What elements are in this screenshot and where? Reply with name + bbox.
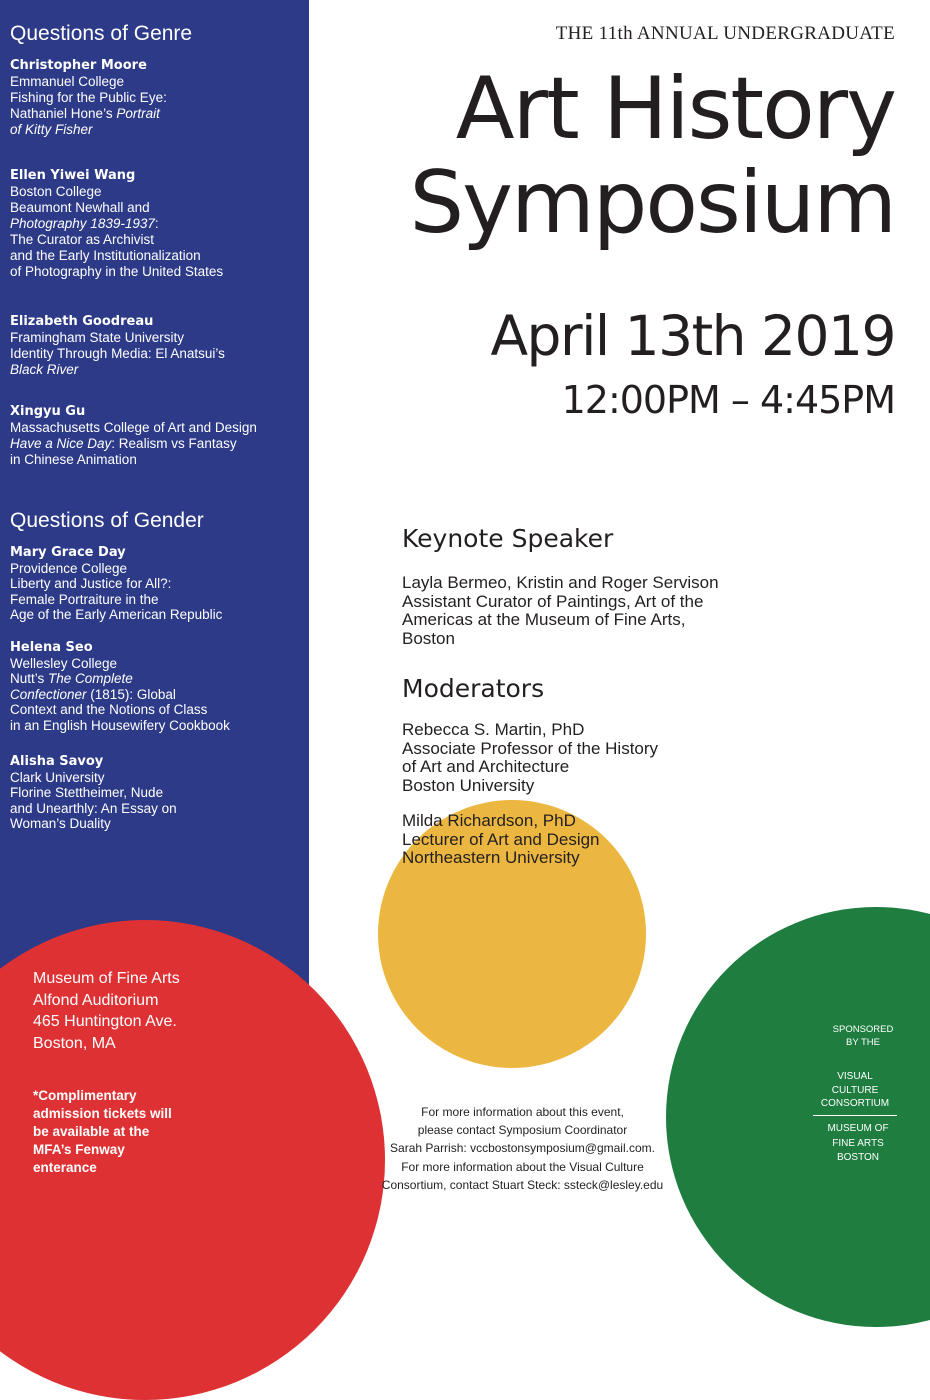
event-time: 12:00PM – 4:45PM [561, 378, 895, 422]
talk-title-italic: Have a Nice Day [10, 436, 112, 451]
ticket-note-line: be available at the [33, 1124, 150, 1139]
ticket-note-line: MFA’s Fenway [33, 1142, 125, 1157]
sponsor-vcc [807, 1070, 903, 1111]
moderator-line: Northeastern University [402, 848, 580, 867]
sponsor-label [815, 1024, 911, 1049]
contact-line: For more information about the Visual Culture [401, 1159, 644, 1174]
presenter-entry [10, 314, 305, 378]
contact-line: Consortium, contact Stuart Steck: ssteck@lesley.edu [381, 1177, 664, 1192]
sponsor-divider [813, 1115, 897, 1116]
event-date: April 13th 2019 [490, 304, 895, 368]
sponsor-org-line: CULTURE [831, 1084, 879, 1096]
presenter-entry [10, 545, 305, 623]
moderator-entry [402, 812, 600, 868]
presenter-name: Mary Grace Day [10, 545, 126, 560]
talk-title-italic: Portrait [116, 106, 160, 121]
presenter-school: Providence College [10, 560, 128, 576]
ticket-note-line: enterance [33, 1160, 97, 1175]
presenter-name: Alisha Savoy [10, 754, 104, 769]
contact-line: For more information about this event, [421, 1105, 624, 1119]
keynote-line: Layla Bermeo, Kristin and Roger Servison [402, 573, 719, 592]
event-pretitle: THE 11th ANNUAL UNDERGRADUATE [555, 23, 895, 44]
talk-title-line: and the Early Institutionalization [10, 248, 201, 263]
talk-title-line: Fishing for the Public Eye: [10, 90, 167, 105]
talk-title-line: Florine Stettheimer, Nude [10, 785, 164, 800]
talk-title-line: The Curator as Archivist [10, 232, 155, 247]
venue-address [33, 968, 180, 1054]
presenter-entry [10, 640, 305, 733]
sponsor-label-line: BY THE [846, 1036, 880, 1048]
keynote-line: Boston [402, 628, 455, 648]
ticket-note-line: admission tickets will [33, 1106, 172, 1121]
presenter-name: Helena Seo [10, 640, 93, 655]
keynote-details [402, 574, 719, 648]
venue-line: Boston, MA [33, 1034, 116, 1052]
talk-title-line [10, 216, 305, 232]
talk-title-part: Nutt’s [10, 671, 49, 686]
keynote-line: Americas at the Museum of Fine Arts, [402, 610, 686, 629]
talk-title-line: Identity Through Media: El Anatsui’s [10, 346, 225, 361]
presenter-school: Clark University [10, 769, 105, 785]
presenter-name: Xingyu Gu [10, 404, 86, 419]
presenter-name: Christopher Moore [10, 58, 147, 73]
presenter-entry [10, 404, 305, 468]
venue-line: Alfond Auditorium [33, 991, 159, 1009]
sponsor-org-line: CONSORTIUM [820, 1098, 890, 1109]
green-circle-decoration [666, 907, 930, 1327]
talk-title-italic: Confectioner [10, 686, 87, 702]
talk-title-line: of Photography in the United States [10, 264, 224, 279]
talk-title-line: in an English Housewifery Cookbook [10, 717, 230, 733]
moderator-line: Lecturer of Art and Design [402, 829, 600, 849]
talk-title-part: (1815): Global [86, 686, 176, 702]
moderator-line: Boston University [402, 775, 535, 795]
presenter-school: Framingham State University [10, 330, 185, 345]
sponsor-org-line: BOSTON [836, 1152, 880, 1163]
talk-title-line: of Kitty Fisher [10, 122, 93, 137]
talk-title-part: : [154, 216, 159, 231]
talk-title-line [10, 671, 305, 687]
talk-title-line: Female Portraiture in the [10, 591, 159, 607]
talk-title-line: Black River [10, 362, 79, 377]
talk-title-line [10, 687, 305, 703]
talk-title-line: and Unearthly: An Essay on [10, 800, 177, 816]
event-title-line-1: Art History [455, 59, 895, 159]
presenter-school: Wellesley College [10, 655, 118, 671]
venue-line: 465 Huntington Ave. [33, 1013, 177, 1030]
talk-title-line [10, 436, 305, 452]
presenter-entry [10, 754, 305, 832]
contact-line: please contact Symposium Coordinator [417, 1123, 628, 1138]
moderator-line: of Art and Architecture [402, 757, 570, 776]
sponsor-org-line: MUSEUM OF [827, 1123, 889, 1134]
talk-title-line: in Chinese Animation [10, 452, 137, 467]
genre-section-title: Questions of Genre [10, 22, 193, 45]
moderator-entry [402, 721, 658, 795]
event-title [409, 59, 895, 253]
presenter-school: Boston College [10, 184, 102, 199]
talk-title-line: Age of the Early American Republic [10, 607, 223, 622]
sponsor-mfa [810, 1122, 906, 1166]
talk-title-part: Nathaniel Hone’s [10, 106, 117, 121]
moderator-line: Milda Richardson, PhD [402, 811, 576, 830]
moderator-line: Rebecca S. Martin, PhD [402, 720, 585, 739]
presenter-entry [10, 58, 305, 138]
talk-title-line: Context and the Notions of Class [10, 702, 208, 717]
talk-title-part: : Realism vs Fantasy [111, 436, 237, 451]
event-title-line-2: Symposium [409, 153, 895, 253]
ticket-note [33, 1087, 193, 1177]
contact-info [350, 1103, 695, 1194]
talk-title-italic: The Complete [48, 671, 133, 686]
venue-line: Museum of Fine Arts [33, 970, 180, 987]
contact-line: Sarah Parrish: vccbostonsymposium@gmail.com. [390, 1141, 655, 1156]
talk-title-line: Beaumont Newhall and [10, 200, 150, 215]
presenter-school: Massachusetts College of Art and Design [10, 420, 257, 435]
keynote-heading: Keynote Speaker [402, 524, 614, 553]
talk-title-italic: Photography 1839-1937 [10, 216, 155, 231]
moderator-line: Associate Professor of the History [402, 738, 659, 758]
talk-title-line: Woman’s Duality [10, 816, 111, 831]
keynote-line: Assistant Curator of Paintings, Art of the [402, 591, 704, 611]
presenter-entry [10, 168, 305, 280]
presenter-name: Ellen Yiwei Wang [10, 168, 136, 183]
sponsor-org-line: FINE ARTS [832, 1137, 884, 1149]
gender-section-title: Questions of Gender [10, 509, 204, 532]
ticket-note-line: *Complimentary [33, 1088, 137, 1103]
sponsor-label-line: SPONSORED [832, 1024, 894, 1035]
talk-title-line [10, 106, 305, 122]
presenter-school: Emmanuel College [10, 74, 125, 89]
moderators-heading: Moderators [402, 674, 545, 703]
talk-title-line: Liberty and Justice for All?: [10, 576, 172, 591]
presenter-name: Elizabeth Goodreau [10, 314, 154, 329]
sponsor-org-line: VISUAL [837, 1071, 873, 1082]
